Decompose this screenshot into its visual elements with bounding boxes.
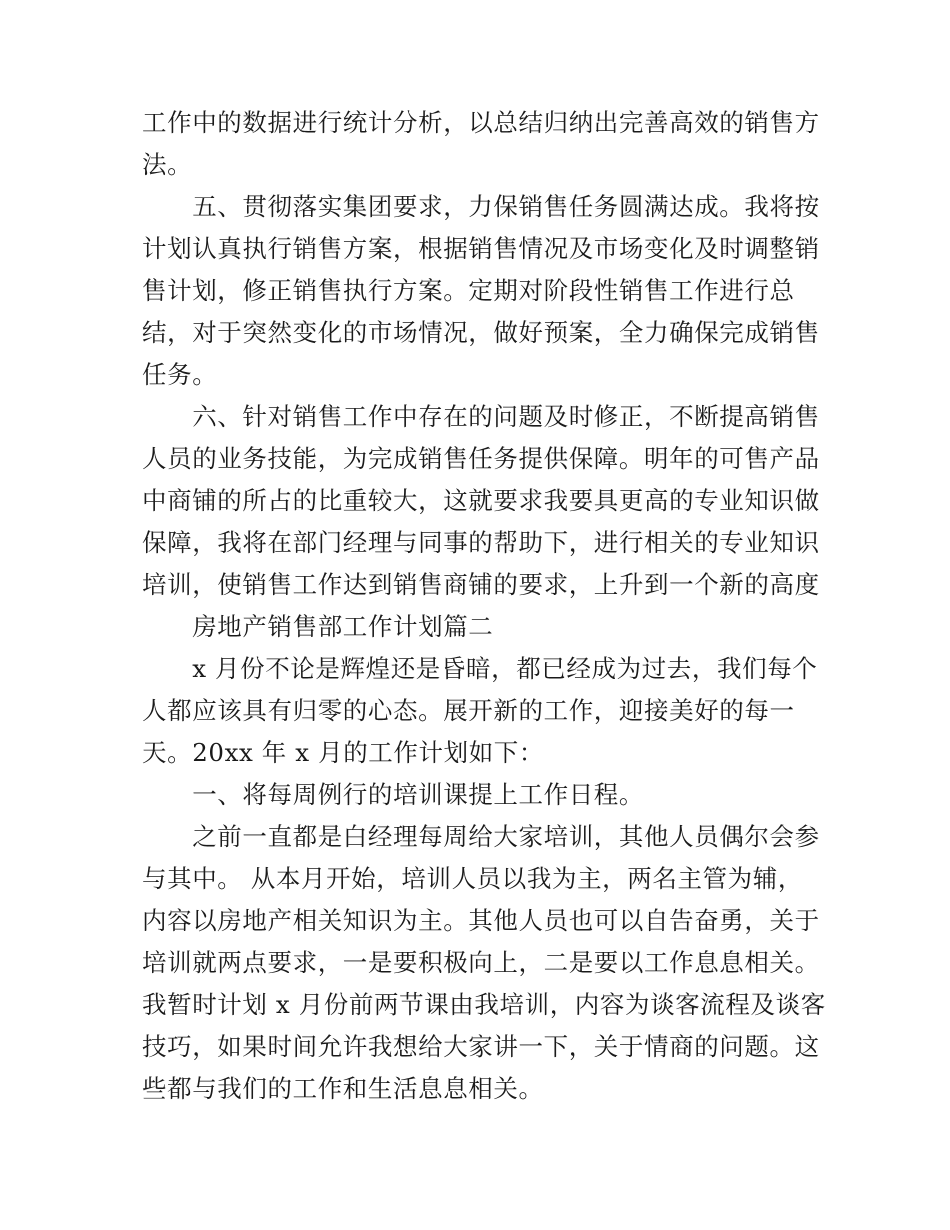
text-line: 内容以房地产相关知识为主。其他人员也可以自告奋勇，关于 [142,906,820,935]
text-line: 中商铺的所占的比重较大，这就要求我要具更高的专业知识做 [142,486,820,515]
text-line: 与其中。 从本月开始，培训人员以我为主，两名主管为辅， [142,864,803,893]
text-line: 结，对于突然变化的市场情况，做好预案，全力确保完成销售 [142,318,820,347]
text-line: 售计划，修正销售执行方案。定期对阶段性销售工作进行总 [142,276,795,305]
text-line: 之前一直都是白经理每周给大家培训，其他人员偶尔会参 [142,822,820,851]
text-line: 培训，使销售工作达到销售商铺的要求，上升到一个新的高度 [142,570,820,599]
section-heading: 房地产销售部工作计划篇二 [142,612,494,641]
text-line: 一、将每周例行的培训课提上工作日程。 [142,780,644,809]
text-line: 培训就两点要求，一是要积极向上，二是要以工作息息相关。 [142,948,820,977]
text-line: 五、贯彻落实集团要求，力保销售任务圆满达成。我将按 [142,192,820,221]
text-line: x 月份不论是辉煌还是昏暗，都已经成为过去，我们每个 [142,654,818,683]
text-line: 我暂时计划 x 月份前两节课由我培训，内容为谈客流程及谈客 [142,990,826,1019]
document-body [142,102,826,1110]
text-line: 工作中的数据进行统计分析，以总结归纳出完善高效的销售方 [142,108,820,137]
text-line: 人员的业务技能，为完成销售任务提供保障。明年的可售产品 [142,444,820,473]
text-line: 法。 [142,150,193,179]
text-line: 些都与我们的工作和生活息息相关。 [142,1074,544,1103]
text-line: 任务。 [142,360,218,389]
text-line: 人都应该具有归零的心态。展开新的工作，迎接美好的每一 [142,696,795,725]
text-line: 计划认真执行销售方案，根据销售情况及市场变化及时调整销 [142,234,820,263]
text-line: 保障，我将在部门经理与同事的帮助下，进行相关的专业知识 [142,528,820,557]
text-line: 六、针对销售工作中存在的问题及时修正，不断提高销售 [142,402,820,431]
text-line: 天。20xx 年 x 月的工作计划如下： [142,738,544,767]
text-line: 技巧，如果时间允许我想给大家讲一下，关于情商的问题。这 [142,1032,820,1061]
